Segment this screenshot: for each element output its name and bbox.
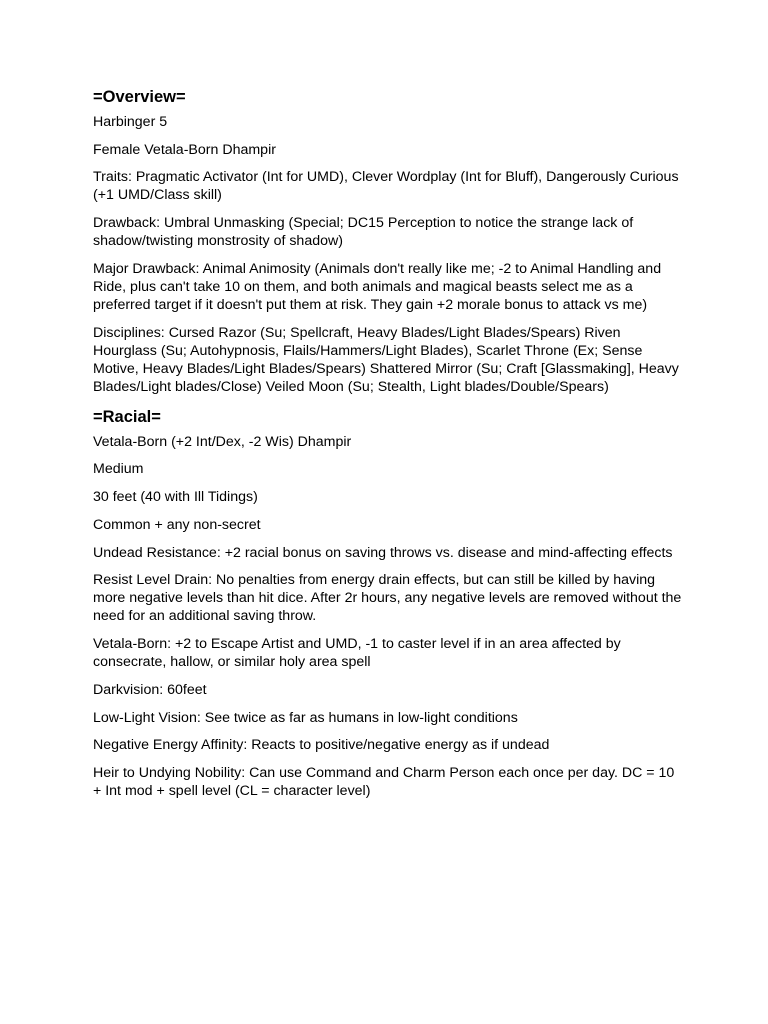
vetala-born-paragraph: Vetala-Born: +2 to Escape Artist and UMD, -1 to caster level if in an area affected by consecrate, hallow, or similar holy area spell — [93, 636, 621, 671]
racial-heading: =Racial= — [93, 407, 161, 426]
racial-section — [93, 406, 685, 800]
languages-line: Common + any non-secret — [93, 516, 261, 533]
resist-level-drain-paragraph: Resist Level Drain: No penalties from energy drain effects, but can still be killed by having more negative levels than hit dice. After 2r hours, any negative levels are removed without the need for an additional saving throw. — [93, 572, 682, 625]
overview-heading: =Overview= — [93, 88, 186, 106]
darkvision-line: Darkvision: 60feet — [93, 681, 207, 698]
race-line: Female Vetala-Born Dhampir — [93, 141, 276, 158]
overview-section — [93, 86, 685, 396]
class-level-line: Harbinger 5 — [93, 114, 168, 130]
disciplines-paragraph: Disciplines: Cursed Razor (Su; Spellcraft, Heavy Blades/Light Blades/Spears) Riven Hourglass (Su; Autohypnosis, Flails/Hammers/Light Blades), Scarlet Throne (Ex; Sense Motive, Heavy Blades/Light Blades/Spears) Shattered Mirror (Su; Craft [Glassmaking], Heavy Blades/Light blades/Close) Veiled Moon (Su; Stealth, Light blades/Double/Spears) — [93, 324, 679, 396]
heir-to-undying-nobility-paragraph: Heir to Undying Nobility: Can use Command and Charm Person each once per day. DC = 10 + Int mod + spell level (CL = character level) — [93, 764, 675, 800]
traits-paragraph: Traits: Pragmatic Activator (Int for UMD), Clever Wordplay (Int for Bluff), Dangerously Curious (+1 UMD/Class skill) — [93, 169, 679, 204]
document-page — [93, 86, 685, 810]
size-line: Medium — [93, 461, 144, 478]
speed-line: 30 feet (40 with Ill Tidings) — [93, 489, 258, 506]
major-drawback-paragraph: Major Drawback: Animal Animosity (Animals don't really like me; -2 to Animal Handling and Ride, plus can't take 10 on them, and both animals and magical beasts select me as a preferred target if it doesn't put them at risk. They gain +2 morale bonus to attack vs me) — [93, 260, 662, 314]
low-light-vision-line: Low-Light Vision: See twice as far as humans in low-light conditions — [93, 709, 518, 726]
race-stats-line: Vetala-Born (+2 Int/Dex, -2 Wis) Dhampir — [93, 433, 352, 450]
drawback-paragraph: Drawback: Umbral Unmasking (Special; DC15 Perception to notice the strange lack of shadow/twisting monstrosity of shadow) — [93, 215, 634, 250]
negative-energy-affinity-line: Negative Energy Affinity: Reacts to positive/negative energy as if undead — [93, 737, 550, 754]
undead-resistance-paragraph: Undead Resistance: +2 racial bonus on saving throws vs. disease and mind-affecting effects — [93, 544, 673, 561]
